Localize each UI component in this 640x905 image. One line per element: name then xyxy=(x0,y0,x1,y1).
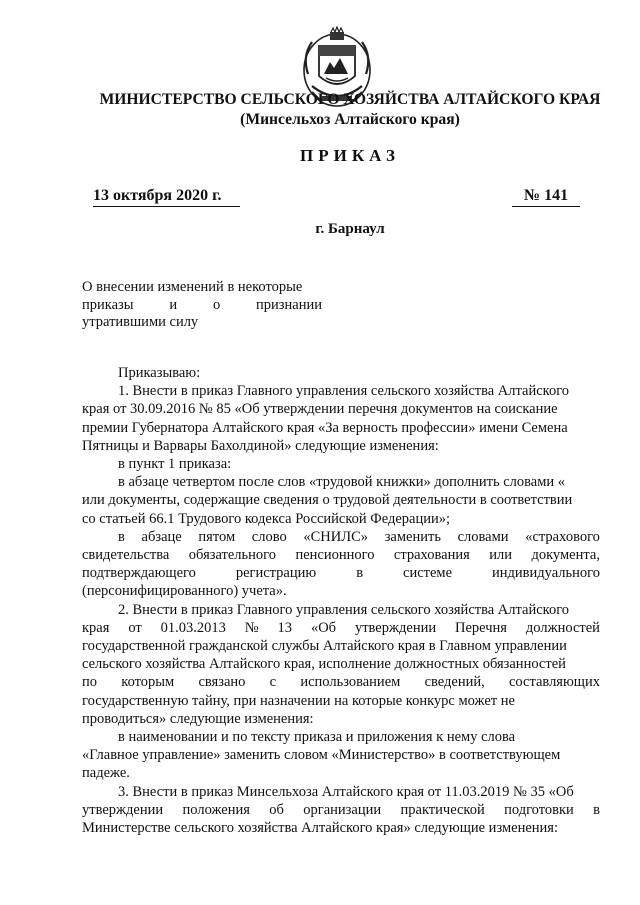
subject-line-2: приказы и о признании xyxy=(82,296,322,313)
order-date: 13 октября 2020 г. xyxy=(93,187,240,207)
document-type-title: ПРИКАЗ xyxy=(300,146,400,165)
paragraph-1c-line-2: свидетельства обязательного пенсионного страхования или документа, xyxy=(82,547,600,564)
paragraph-3-line-2: утверждении положения об организации практической подготовки в xyxy=(82,801,600,818)
paragraph-1c-line-3: подтверждающего регистрацию в системе индивидуального xyxy=(82,565,600,582)
paragraph-2-line-2: края от 01.03.2013 № 13 «Об утверждении Перечня должностей xyxy=(82,619,600,636)
paragraph-1c-line-1: в абзаце пятом слово «СНИЛС» заменить словами «страхового xyxy=(118,528,600,545)
paragraph-1: 1. Внести в приказ Главного управления сельского хозяйства Алтайского края от 30.09.2016 № 85 «Об утверждении перечня документов на соискание премии Губернатора Алтайского края «За верность профессии» имени Семена Пятницы и Варвары Бахолдиной» следующие изменения: xyxy=(82,383,570,454)
ministry-name: МИНИСТЕРСТВО СЕЛЬСКОГО ХОЗЯЙСТВА АЛТАЙСКОГО КРАЯ xyxy=(99,91,601,108)
subject-line-3: утратившими силу xyxy=(82,314,199,330)
order-intro: Приказываю: xyxy=(118,365,201,381)
order-city: г. Барнаул xyxy=(315,221,385,237)
paragraph-2: 2. Внести в приказ Главного управления сельского хозяйства Алтайского края от 01.03.2013 № 13 «Об утверждении Перечня должностей государственной гражданской службы Алтайского края в Главном управлении сельского хозяйства Алтайского края, исполнение должностных обязанностей по которым связано с использованием сведений, составляющих государственную тайну, при назначении на которые конкурс может не проводиться» следующие изменения: xyxy=(82,601,600,727)
ministry-short-name: (Минсельхоз Алтайского края) xyxy=(240,111,460,128)
paragraph-3: 3. Внести в приказ Минсельхоза Алтайского края от 11.03.2019 № 35 «Об утверждении положения об организации практической подготовки в Министерстве сельского хозяйства Алтайского края» следующие изменения: xyxy=(82,783,600,837)
order-subject xyxy=(82,279,322,332)
paragraph-1c: в абзаце пятом слово «СНИЛС» заменить словами «страхового свидетельства обязательного пенсионного страхования или документа, подтверждающего регистрацию в системе индивидуального (персонифицированного) учета». xyxy=(82,528,600,600)
paragraph-1a: в пункт 1 приказа: xyxy=(118,456,232,473)
paragraph-2-line-5: по которым связано с использованием сведений, составляющих xyxy=(82,674,600,691)
paragraph-1b: в абзаце четвертом после слов «трудовой книжки» дополнить словами « или документы, содержащие сведения о трудовой деятельности в соответствии со статьей 66.1 Трудового кодекса Российской Федерации»; xyxy=(82,474,573,527)
paragraph-2a: в наименовании и по тексту приказа и приложения к нему слова «Главное управление» заменить словом «Министерство» в соответствующем падеже. xyxy=(82,729,561,782)
order-body xyxy=(82,364,600,837)
subject-line-1: О внесении изменений в некоторые xyxy=(82,279,303,295)
order-number: № 141 xyxy=(512,187,580,207)
